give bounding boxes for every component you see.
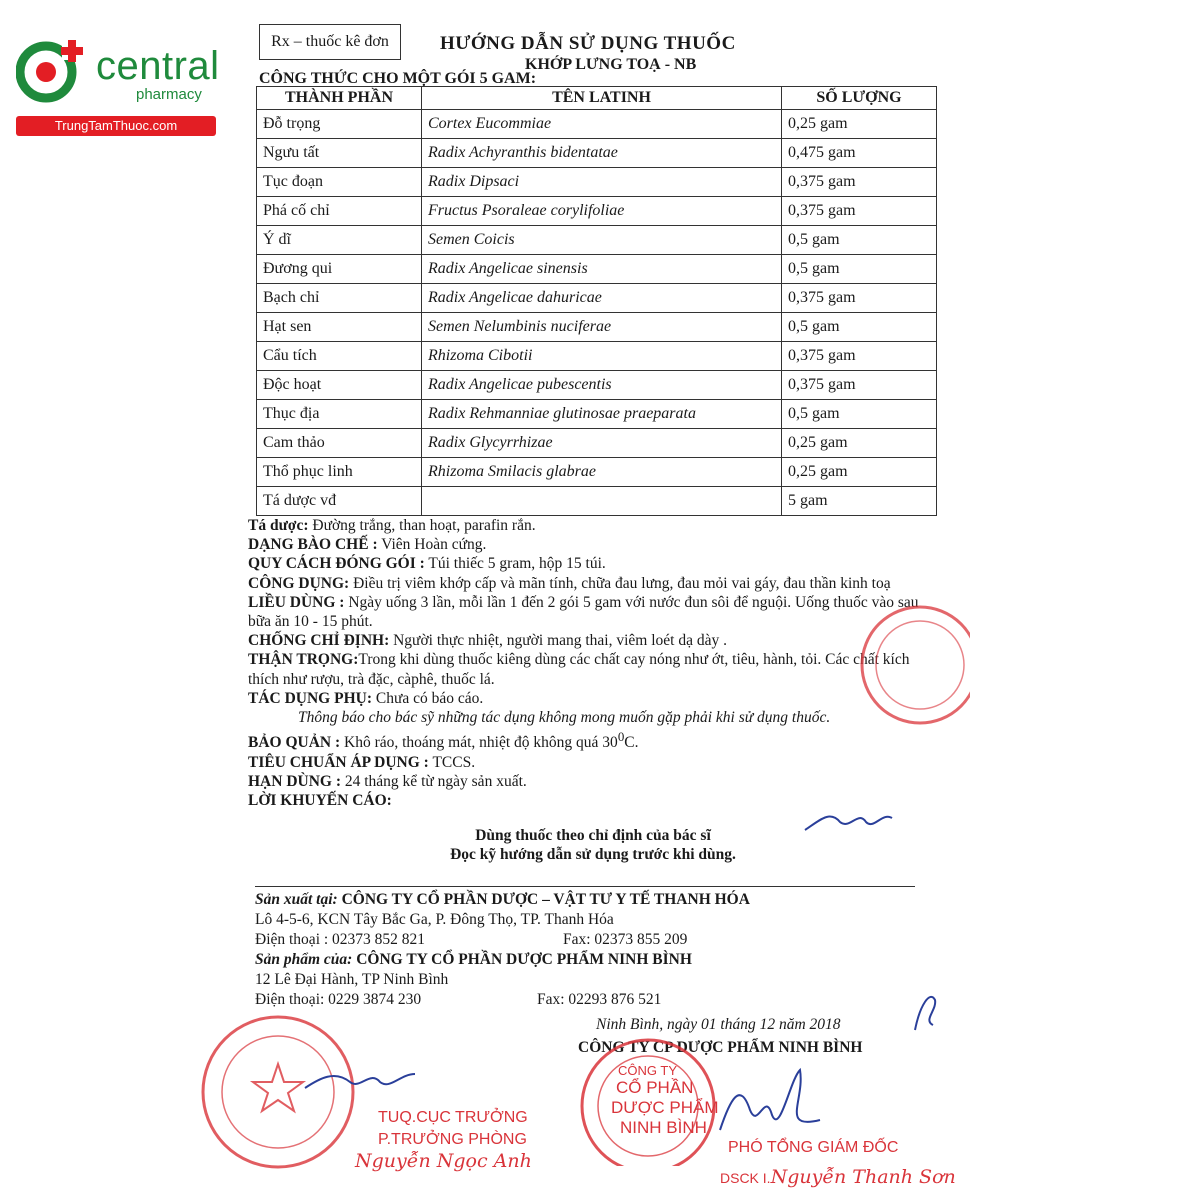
table-row	[257, 487, 937, 516]
logo-icon	[16, 36, 86, 106]
table-row	[257, 110, 937, 139]
initial-mark	[905, 985, 945, 1035]
signature-right	[710, 1060, 830, 1150]
ingredient-name: Tục đoạn	[257, 168, 422, 197]
table-row	[257, 371, 937, 400]
latin-name: Radix Rehmanniae glutinosae praeparata	[422, 400, 782, 429]
column-header: THÀNH PHẦN	[257, 87, 422, 110]
side-effects: TÁC DỤNG PHỤ: Chưa có báo cáo.	[248, 689, 484, 707]
ingredient-name: Phá cố chỉ	[257, 197, 422, 226]
logo-name: central	[96, 44, 220, 88]
ingredient-name: Đương qui	[257, 255, 422, 284]
latin-name: Radix Dipsaci	[422, 168, 782, 197]
owner-address: 12 Lê Đại Hành, TP Ninh Bình	[255, 971, 449, 988]
ingredient-name: Bạch chỉ	[257, 284, 422, 313]
table-row	[257, 226, 937, 255]
advice-line-2: Đọc kỹ hướng dẫn sử dụng trước khi dùng.	[450, 846, 736, 864]
quantity: 0,375 gam	[782, 168, 937, 197]
signing-company: CÔNG TY CP DƯỢC PHẨM NINH BÌNH	[578, 1039, 863, 1056]
ingredient-name: Đỗ trọng	[257, 110, 422, 139]
quantity: 0,375 gam	[782, 284, 937, 313]
owner-contact: Điện thoại: 0229 3874 230 Fax: 02293 876 521	[255, 991, 662, 1008]
latin-name: Rhizoma Smilacis glabrae	[422, 458, 782, 487]
rx-label: Rx – thuốc kê đơn	[259, 24, 401, 60]
product-owner: Sản phẩm của: CÔNG TY CỔ PHẦN DƯỢC PHẨM NINH BÌNH	[255, 951, 692, 968]
table-row	[257, 284, 937, 313]
quantity: 0,25 gam	[782, 458, 937, 487]
column-header: SỐ LƯỢNG	[782, 87, 937, 110]
table-row	[257, 400, 937, 429]
manufacturer-address: Lô 4-5-6, KCN Tây Bắc Ga, P. Đông Thọ, TP. Thanh Hóa	[255, 911, 614, 928]
advice-heading: LỜI KHUYẾN CÁO:	[248, 792, 392, 809]
quantity: 0,25 gam	[782, 110, 937, 139]
latin-name: Radix Angelicae sinensis	[422, 255, 782, 284]
quantity: 0,5 gam	[782, 226, 937, 255]
standard: TIÊU CHUẨN ÁP DỤNG : TCCS.	[248, 753, 476, 771]
ingredient-name: Tá dược vđ	[257, 487, 422, 516]
pharmacy-logo	[8, 36, 220, 136]
ingredient-name: Hạt sen	[257, 313, 422, 342]
ingredient-name: Ngưu tất	[257, 139, 422, 168]
quantity: 0,5 gam	[782, 400, 937, 429]
quantity: 0,25 gam	[782, 429, 937, 458]
quantity: 0,375 gam	[782, 371, 937, 400]
packaging: QUY CÁCH ĐÓNG GÓI : Túi thiếc 5 gram, hộp 15 túi.	[248, 555, 606, 573]
quantity: 0,5 gam	[782, 313, 937, 342]
latin-name: Radix Glycyrrhizae	[422, 429, 782, 458]
latin-name: Fructus Psoraleae corylifoliae	[422, 197, 782, 226]
logo-subtitle: pharmacy	[136, 86, 202, 103]
column-header: TÊN LATINH	[422, 87, 782, 110]
latin-name: Rhizoma Cibotii	[422, 342, 782, 371]
producer-block	[255, 890, 945, 1010]
quantity: 0,475 gam	[782, 139, 937, 168]
table-row	[257, 313, 937, 342]
document-title: HƯỚNG DẪN SỬ DỤNG THUỐC	[440, 33, 736, 54]
table-row	[257, 139, 937, 168]
table-row	[257, 255, 937, 284]
quantity: 0,375 gam	[782, 197, 937, 226]
dosage-form: DẠNG BÀO CHẾ : Viên Hoàn cứng.	[248, 536, 487, 554]
quantity: 5 gam	[782, 487, 937, 516]
left-title-2: P.TRƯỞNG PHÒNG	[378, 1131, 527, 1148]
ingredient-name: Cam thảo	[257, 429, 422, 458]
ingredient-name: Ý dĩ	[257, 226, 422, 255]
stamp-line-2: CỔ PHẦN	[616, 1078, 694, 1097]
contraindications: CHỐNG CHỈ ĐỊNH: Người thực nhiệt, người mang thai, viêm loét dạ dày .	[248, 632, 727, 650]
shelf-life: HẠN DÙNG : 24 tháng kể từ ngày sản xuất.	[248, 772, 527, 790]
latin-name	[422, 487, 782, 516]
latin-name: Radix Angelicae pubescentis	[422, 371, 782, 400]
latin-name: Semen Coicis	[422, 226, 782, 255]
ingredient-name: Độc hoạt	[257, 371, 422, 400]
excipients: Tá dược: Đường trắng, than hoạt, parafin rắn.	[248, 517, 536, 534]
indications: CÔNG DỤNG: Điều trị viêm khớp cấp và mãn tính, chữa đau lưng, đau mỏi vai gáy, đau thần kinh toạ	[248, 574, 891, 592]
ingredient-name: Thục địa	[257, 400, 422, 429]
ingredient-name: Thổ phục linh	[257, 458, 422, 487]
logo-url: TrungTamThuoc.com	[16, 116, 216, 136]
storage: BẢO QUẢN : Khô ráo, thoáng mát, nhiệt độ không quá $30^0C$.	[248, 729, 639, 752]
signature-mark-small	[800, 800, 900, 840]
left-signer-name: Nguyễn Ngọc Anh	[355, 1150, 532, 1172]
quantity: 0,5 gam	[782, 255, 937, 284]
quantity: 0,375 gam	[782, 342, 937, 371]
formula-heading: CÔNG THỨC CHO MỘT GÓI 5 GAM:	[259, 70, 537, 87]
left-title-1: TUQ.CỤC TRƯỞNG	[378, 1109, 528, 1126]
stamp-line-1: CÔNG TY	[618, 1063, 677, 1078]
latin-name: Radix Achyranthis bidentatae	[422, 139, 782, 168]
product-name: KHỚP LƯNG TOẠ - NB	[525, 56, 697, 73]
latin-name: Cortex Eucommiae	[422, 110, 782, 139]
table-row	[257, 458, 937, 487]
manufacturer-contact: Điện thoại : 02373 852 821 Fax: 02373 855 209	[255, 931, 688, 948]
signing-date: Ninh Bình, ngày 01 tháng 12 năm 2018	[596, 1016, 841, 1033]
manufacturer: Sản xuất tại: CÔNG TY CỔ PHẦN DƯỢC – VẬT TƯ Y TẾ THANH HÓA	[255, 891, 750, 908]
right-title: PHÓ TỔNG GIÁM ĐỐC	[728, 1139, 899, 1156]
latin-name: Radix Angelicae dahuricae	[422, 284, 782, 313]
dosage: LIỀU DÙNG : Ngày uống 3 lần, mỗi lần 1 đến 2 gói 5 gam với nước đun sôi để nguội. Uống thuốc vào sau bữa ăn 10 - 15 phút.	[248, 593, 919, 631]
ingredients-table	[256, 86, 937, 516]
right-signer: DSCK I.Nguyễn Thanh Sơn	[720, 1166, 956, 1188]
side-effects-notice: Thông báo cho bác sỹ những tác dụng không mong muốn gặp phải khi sử dụng thuốc.	[298, 709, 831, 727]
signature-left	[300, 1060, 420, 1100]
table-row	[257, 429, 937, 458]
ingredient-name: Cẩu tích	[257, 342, 422, 371]
table-row	[257, 197, 937, 226]
divider	[255, 886, 915, 887]
table-row	[257, 168, 937, 197]
stamp-line-3: DƯỢC PHẨM	[611, 1098, 719, 1117]
table-row	[257, 342, 937, 371]
advice-line-1: Dùng thuốc theo chỉ định của bác sĩ	[475, 827, 711, 845]
latin-name: Semen Nelumbinis nuciferae	[422, 313, 782, 342]
table-header-row	[257, 87, 937, 110]
precautions: THẬN TRỌNG:Trong khi dùng thuốc kiêng dùng các chất cay nóng như ớt, tiêu, hành, tỏi. Các chất kích thích như rượu, trà đặc, càphê, thuốc lá.	[248, 651, 910, 688]
margin-stamp	[860, 595, 970, 735]
stamp-line-4: NINH BÌNH	[620, 1118, 707, 1137]
